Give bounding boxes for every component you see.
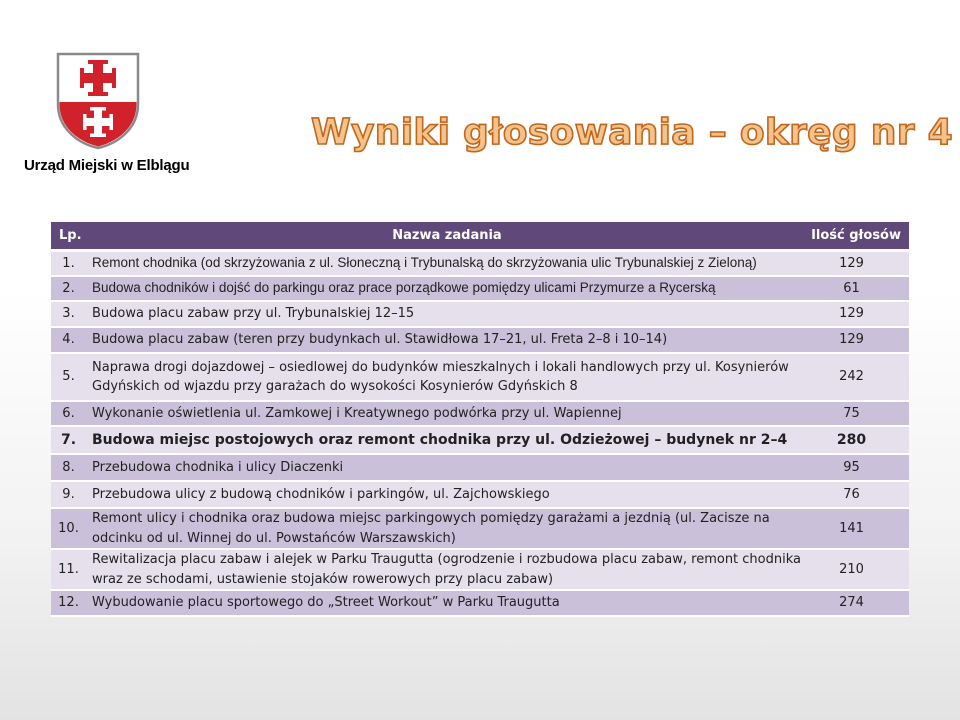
table-row xyxy=(51,591,909,617)
vote-count: 141 xyxy=(808,509,909,550)
row-number: 6. xyxy=(51,402,86,427)
task-name: Remont ulicy i chodnika oraz budowa miejsc parkingowych pomiędzy garażami a jezdnią (ul. Zacisze na odcinku od ul. Winnej do ul. Powstańców Warszawskich) xyxy=(86,509,808,550)
task-name: Remont chodnika (od skrzyżowania z ul. Słoneczną i Trybunalską do skrzyżowania ulic Trybunalskiej z Zieloną) xyxy=(86,252,808,277)
table-row xyxy=(51,550,909,591)
row-number: 1. xyxy=(51,252,86,277)
vote-count: 129 xyxy=(808,252,909,277)
row-number: 5. xyxy=(51,354,86,402)
vote-count: 274 xyxy=(808,591,909,617)
city-crest-logo xyxy=(56,52,140,150)
column-header-lp: Lp. xyxy=(51,222,86,252)
row-number: 9. xyxy=(51,482,86,509)
org-name: Urząd Miejski w Elblągu xyxy=(24,157,190,174)
task-name: Budowa miejsc postojowych oraz remont chodnika przy ul. Odzieżowej – budynek nr 2–4 xyxy=(86,427,808,455)
row-number: 7. xyxy=(51,427,86,455)
column-header-votes: Ilość głosów xyxy=(808,222,909,252)
vote-count: 76 xyxy=(808,482,909,509)
table-header-row xyxy=(51,222,909,252)
row-number: 2. xyxy=(51,277,86,302)
vote-count: 75 xyxy=(808,402,909,427)
task-name: Budowa chodników i dojść do parkingu oraz prace porządkowe pomiędzy ulicami Przymurze a Rycerską xyxy=(86,277,808,302)
task-name: Przebudowa ulicy z budową chodników i parkingów, ul. Zajchowskiego xyxy=(86,482,808,509)
row-number: 11. xyxy=(51,550,86,591)
vote-count: 61 xyxy=(808,277,909,302)
row-number: 8. xyxy=(51,455,86,482)
table-row xyxy=(51,402,909,427)
table-row xyxy=(51,509,909,550)
row-number: 4. xyxy=(51,328,86,354)
task-name: Naprawa drogi dojazdowej – osiedlowej do budynków mieszkalnych i lokali handlowych przy ul. Kosynierów Gdyńskich od wjazdu przy garażach do wysokości Kosynierów Gdyńskich 8 xyxy=(86,354,808,402)
table-row xyxy=(51,328,909,354)
table-row xyxy=(51,354,909,402)
task-name: Budowa placu zabaw przy ul. Trybunalskiej 12–15 xyxy=(86,302,808,328)
table-row xyxy=(51,455,909,482)
table-row-highlighted xyxy=(51,427,909,455)
vote-count: 280 xyxy=(808,427,909,455)
vote-count: 129 xyxy=(808,302,909,328)
row-number: 12. xyxy=(51,591,86,617)
table-row xyxy=(51,277,909,302)
page-title: Wyniki głosowania – okręg nr 4 xyxy=(311,112,953,153)
task-name: Rewitalizacja placu zabaw i alejek w Parku Traugutta (ogrodzenie i rozbudowa placu zabaw, remont chodnika wraz ze schodami, ustawienie stojaków rowerowych przy placu zabaw) xyxy=(86,550,808,591)
task-name: Przebudowa chodnika i ulicy Diaczenki xyxy=(86,455,808,482)
row-number: 3. xyxy=(51,302,86,328)
table-row xyxy=(51,252,909,277)
row-number: 10. xyxy=(51,509,86,550)
column-header-task-name: Nazwa zadania xyxy=(86,222,808,252)
vote-count: 129 xyxy=(808,328,909,354)
table-row xyxy=(51,482,909,509)
table-row xyxy=(51,302,909,328)
vote-count: 210 xyxy=(808,550,909,591)
task-name: Budowa placu zabaw (teren przy budynkach ul. Stawidłowa 17–21, ul. Freta 2–8 i 10–14) xyxy=(86,328,808,354)
vote-count: 95 xyxy=(808,455,909,482)
voting-results-table xyxy=(51,222,909,617)
vote-count: 242 xyxy=(808,354,909,402)
task-name: Wykonanie oświetlenia ul. Zamkowej i Kreatywnego podwórka przy ul. Wapiennej xyxy=(86,402,808,427)
task-name: Wybudowanie placu sportowego do „Street Workout” w Parku Traugutta xyxy=(86,591,808,617)
